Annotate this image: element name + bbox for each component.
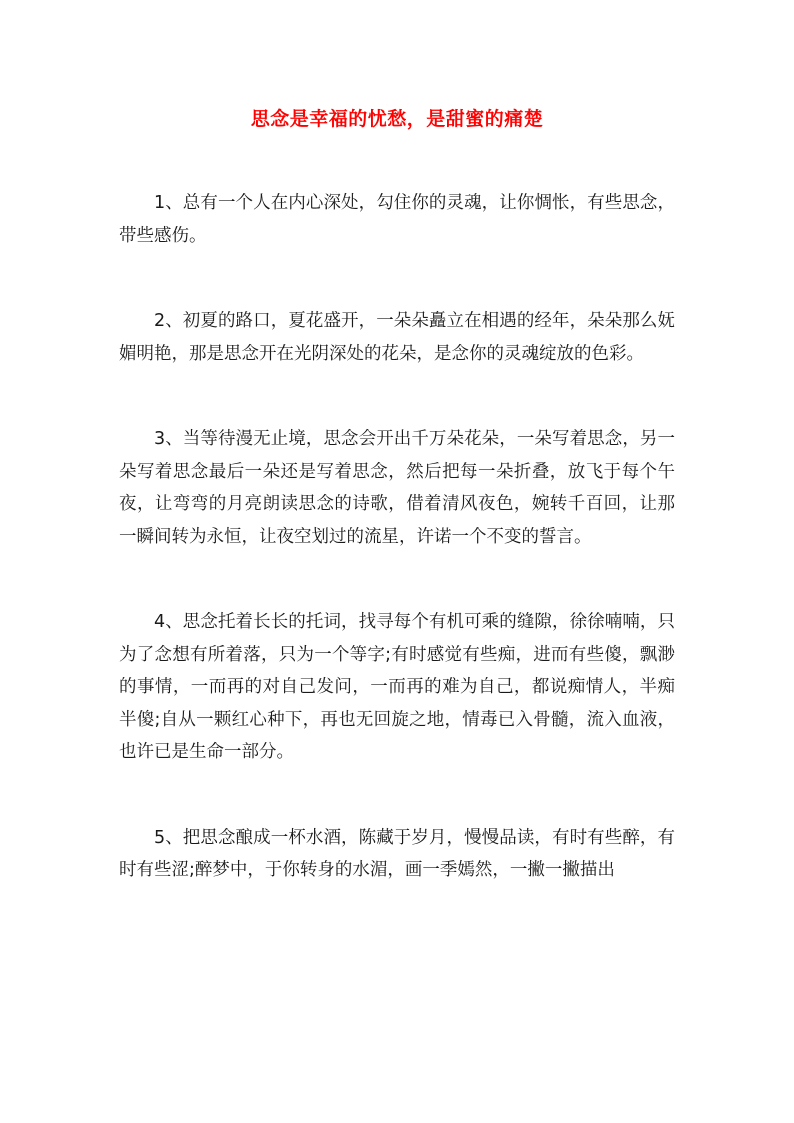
paragraph-4: 4、思念托着长长的托词，找寻每个有机可乘的缝隙，徐徐喃喃，只为了念想有所着落，只为一个等字;有时感觉有些痴，进而有些傻，飘渺的事情，一而再的对自己发问，一而再的难为自己，都说痴情人，半痴半傻;自从一颗红心种下，再也无回旋之地，情毒已入骨髓，流入血液，也许已是生命一部分。 [119,612,675,762]
paragraph-5: 5、把思念酿成一杯水酒，陈藏于岁月，慢慢品读，有时有些醉，有时有些涩;醉梦中，于你转身的水湄，画一季嫣然，一撇一撇描出 [119,827,675,880]
paragraph-3: 3、当等待漫无止境，思念会开出千万朵花朵，一朵写着思念，另一朵写着思念最后一朵还是写着思念，然后把每一朵折叠，放飞于每个午夜，让弯弯的月亮朗读思念的诗歌，借着清风夜色，婉转千百回，让那一瞬间转为永恒，让夜空划过的流星，许诺一个不变的誓言。 [119,429,675,547]
paragraph-1: 1、总有一个人在内心深处，勾住你的灵魂，让你惆怅，有些思念，带些感伤。 [119,193,675,246]
paragraph-2: 2、初夏的路口，夏花盛开，一朵朵矗立在相遇的经年，朵朵那么妩媚明艳，那是思念开在光阴深处的花朵，是念你的灵魂绽放的色彩。 [119,311,675,364]
document-body [119,187,675,940]
document-title: 思念是幸福的忧愁，是甜蜜的痛楚 [250,108,544,130]
